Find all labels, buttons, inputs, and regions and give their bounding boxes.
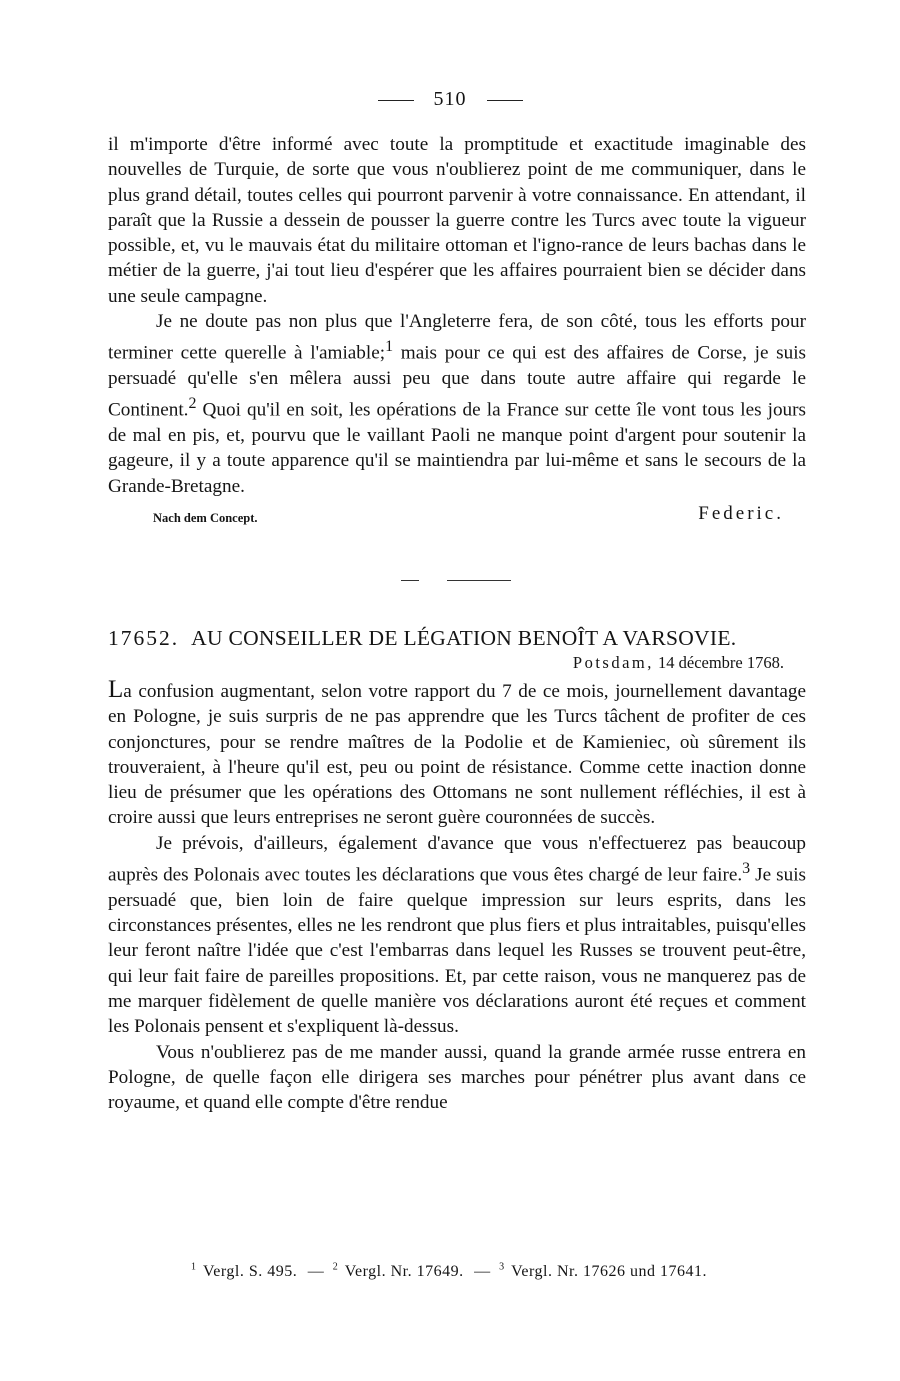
paragraph: Je ne doute pas non plus que l'Angleterre fera, de son côté, tous les efforts pour terminer cette querelle à l'amiable;$^1$ mais pour ce qui est des affaires de Corse, je suis persuadé qu'elle s'en mêlera aussi peu que dans toute autre affaire qui regarde le Continent.$^2$ Quoi qu'il en soit, les opérations de la France sur cette île vont tous les jours de mal en pis, et, pourvu que le vaillant Paoli ne manque point d'argent pour soutenir la gageure, il y a toute apparence qu'il se maintiendra par lui-même et sans le secours de la Grande-Bretagne. bbox=[108, 311, 806, 497]
letter-number: 17652. bbox=[108, 626, 180, 650]
footnote: $^1$ Vergl. S. 495. bbox=[190, 1262, 298, 1281]
footnote: $^3$ Vergl. Nr. 17626 und 17641. bbox=[499, 1262, 707, 1281]
footnote-separator: — bbox=[474, 1263, 491, 1281]
paragraph: Je prévois, d'ailleurs, également d'avance que vous n'effectuerez pas beaucoup auprès des Polonais avec toutes les déclarations que vous êtes chargé de leur faire.$^3$ Je suis persuadé que, bien loin de faire quelque impression sur leurs esprits, dans les circonstances présentes, elles ne les rendront que plus fiers et plus intraitables, puisqu'elles leur feront naître l'idée que c'est l'embarras dans lequel les Russes se trouvent peut-être, qui leur fait faire de pareilles propositions. Et, par cette raison, vous ne manquerez pas de me marquer fidèlement de quelle manière vos déclarations auront été reçues et comment les Polonais pensent et s'expliquent là-dessus. bbox=[108, 832, 806, 1038]
letter-title: AU CONSEILLER DE LÉGATION BENOÎT A VARSOVIE. bbox=[191, 626, 737, 650]
footnote-ref: 2 bbox=[188, 395, 197, 413]
previous-letter-continuation bbox=[108, 132, 806, 533]
footnote-separator: — bbox=[307, 1263, 325, 1281]
paragraph: La confusion augmentant, selon votre rapport du 7 de ce mois, journellement davantage en Pologne, je suis surpris de ne pas apprendre que les Turcs tâchent de profiter de ces conjonctures, pour se rendre maîtres de la Podolie et de Kamieniec, où sûrement ils trouveraient, à l'heure qu'il est, peu ou point de résistance. Comme cette inaction donne lieu de présumer que les opérations des Ottomans ne sont nullement réfléchies, il est à croire aussi que leurs entreprises ne seront guère couronnées de succès. bbox=[108, 676, 806, 829]
footnotes bbox=[0, 1262, 900, 1281]
letter bbox=[108, 626, 806, 1115]
signature: Federic. bbox=[698, 502, 784, 524]
closing-row bbox=[108, 503, 806, 533]
footnote-ref: 1 bbox=[385, 338, 394, 356]
section-separator bbox=[401, 580, 511, 581]
page-header bbox=[0, 88, 900, 111]
footnote: $^2$ Vergl. Nr. 17649. bbox=[332, 1262, 464, 1281]
page-number: 510 bbox=[433, 88, 467, 110]
source-note: Nach dem Concept. bbox=[153, 510, 258, 525]
letter-heading bbox=[108, 626, 806, 651]
place: Potsdam, bbox=[572, 653, 654, 672]
initial-letter: L bbox=[108, 676, 124, 703]
paragraph: il m'importe d'être informé avec toute la promptitude et exactitude imaginable des nouvelles de Turquie, de sorte que vous n'oublierez point de me communiquer, dans le plus grand détail, toutes celles qui pourront parvenir à votre connaissance. En attendant, il paraît que la Russie a dessein de pousser la guerre contre les Turcs avec toute la vigueur possible, et, vu le mauvais état du militaire ottoman et l'igno-rance de leurs bachas dans le métier de la guerre, j'ai tout lieu d'espérer que les affaires pourraient bien se décider dans une seule campagne. bbox=[108, 134, 806, 307]
header-dash-right bbox=[487, 100, 523, 101]
paragraph: Vous n'oublierez pas de me mander aussi, quand la grande armée russe entrera en Pologne, de quelle façon elle dirigera ses marches pour pénétrer plus avant dans ce royaume, et quand elle compte d'être rendue bbox=[108, 1041, 806, 1114]
dateline bbox=[108, 653, 806, 673]
footnote-ref: 3 bbox=[742, 860, 751, 878]
header-dash-left bbox=[378, 100, 414, 101]
date: 14 décembre 1768. bbox=[658, 653, 784, 672]
